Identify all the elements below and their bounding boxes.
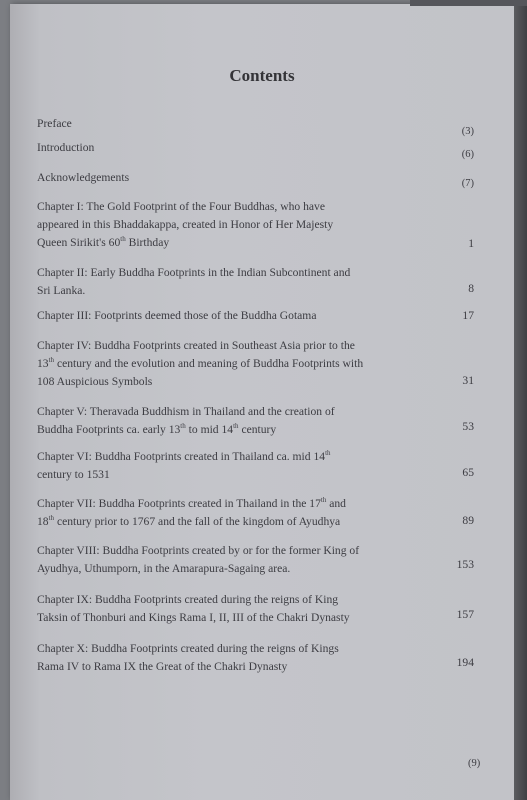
toc-entry-chapter-1 (37, 198, 410, 252)
entry-line: Chapter V: Theravada Buddhism in Thailand and the creation of (37, 405, 335, 418)
page-number: 65 (462, 466, 474, 479)
toc-entry-chapter-8 (37, 542, 410, 578)
entry-line: 13th century and the evolution and meaning of Buddha Footprints with (37, 356, 364, 370)
page-number: 89 (462, 514, 474, 527)
entry-line: Chapter IX: Buddha Footprints created during the reigns of King (37, 593, 339, 606)
entry-line: Chapter VI: Buddha Footprints created in Thailand ca. mid 14th (37, 449, 331, 463)
page-number: 31 (462, 374, 474, 387)
entry-line: Queen Sirikit's 60th Birthday (37, 235, 170, 249)
entry-line: 108 Auspicious Symbols (37, 375, 153, 388)
page-number: (7) (461, 178, 474, 189)
entry-line: Taksin of Thonburi and Kings Rama I, II, III of the Chakri Dynasty (37, 611, 350, 624)
page-number: 194 (456, 656, 474, 669)
entry-line: Buddha Footprints ca. early 13th to mid 14th century (37, 422, 277, 436)
entry-line: Rama IV to Rama IX the Great of the Chakri Dynasty (37, 660, 288, 673)
page-title: Contents (229, 66, 295, 85)
entry-line: Chapter II: Early Buddha Footprints in the Indian Subcontinent and (37, 266, 351, 279)
page-number: (6) (461, 149, 474, 160)
entry-line: Chapter VIII: Buddha Footprints created by or for the former King of (37, 544, 360, 557)
entry-line: Chapter IV: Buddha Footprints created in Southeast Asia prior to the (37, 339, 355, 352)
toc-entry-chapter-4 (37, 337, 410, 391)
page-number: 1 (468, 237, 474, 250)
entry-line: century to 1531 (37, 468, 110, 481)
page-number: 17 (462, 309, 474, 322)
entry-line: 18th century prior to 1767 and the fall of the kingdom of Ayudhya (37, 514, 341, 528)
toc-entry-chapter-10 (37, 640, 410, 676)
entry-line: Chapter I: The Gold Footprint of the Four Buddhas, who have (37, 200, 325, 213)
toc-entry-chapter-2 (37, 264, 410, 300)
folio-page-number: (9) (468, 758, 481, 769)
page-number: (3) (461, 126, 474, 137)
toc-entry-chapter-5 (37, 403, 410, 439)
entry-line: Sri Lanka. (37, 284, 86, 297)
entry-line: appeared in this Bhaddakappa, created in Honor of Her Majesty (37, 218, 334, 231)
page-number: 153 (456, 558, 474, 571)
entry-line: Chapter VII: Buddha Footprints created in Thailand in the 17th and (37, 496, 346, 510)
book-edge-top (410, 0, 527, 6)
entry-text: Introduction (37, 141, 95, 154)
toc-entry-introduction (37, 139, 410, 157)
entry-line: Chapter III: Footprints deemed those of the Buddha Gotama (37, 309, 317, 322)
entry-text: Preface (37, 117, 72, 130)
toc-entry-acknowledgements (37, 169, 410, 187)
page-number: 157 (456, 608, 474, 621)
toc-entry-chapter-9 (37, 591, 410, 627)
toc-entry-chapter-7 (37, 495, 410, 531)
book-page (10, 4, 514, 800)
book-edge (514, 0, 527, 800)
toc-entry-preface (37, 115, 410, 133)
entry-line: Chapter X: Buddha Footprints created during the reigns of Kings (37, 642, 339, 655)
toc-entry-chapter-6 (37, 448, 410, 484)
entry-line: Ayudhya, Uthumporn, in the Amarapura-Sagaing area. (37, 562, 291, 575)
page-number: 53 (462, 420, 474, 433)
toc-entry-chapter-3 (37, 307, 410, 325)
entry-text: Acknowledgements (37, 171, 130, 184)
page-number: 8 (468, 282, 474, 295)
